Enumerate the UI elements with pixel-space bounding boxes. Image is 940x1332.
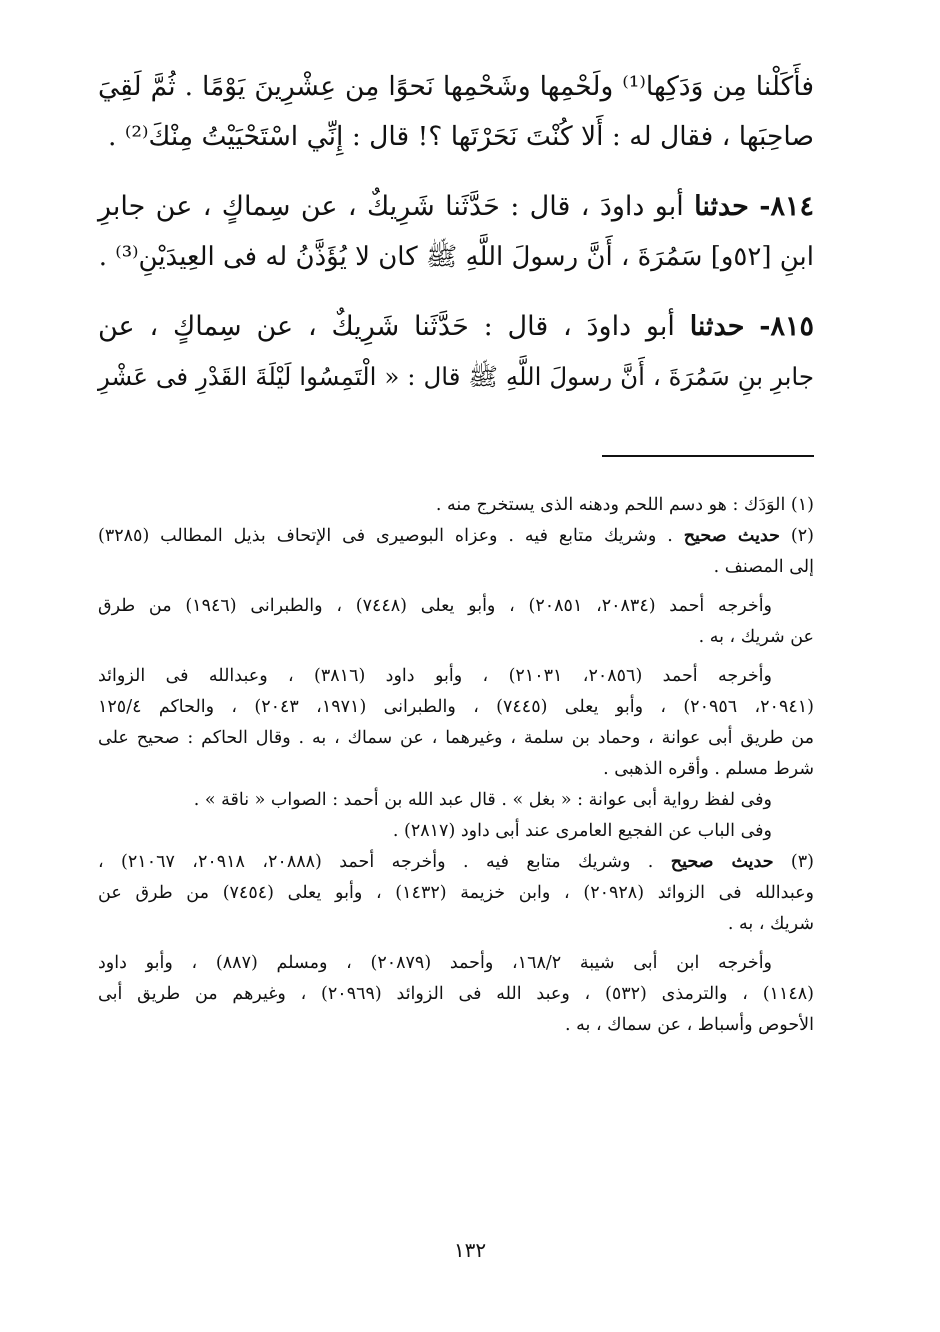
- footnote-marker: (٣): [790, 852, 814, 872]
- footnote-line: (١١٤٨) ، والترمذى (٥٣٢) ، وعبد الله فى الزوائد (٢٠٩٦٩) ، وغيرهم من طريق أبى: [98, 984, 814, 1004]
- footnote-line: وفى لفظ رواية أبى عوانة : « بغل » . قال عبد الله بن أحمد : الصواب « ناقة » .: [193, 790, 772, 810]
- hadith-number: ٨١٤-: [759, 191, 814, 222]
- footnote-1: (١) الوَدَك : هو دسم اللحم ودهنه الذى يستخرج منه .: [435, 495, 814, 515]
- hadith-814-line-2: ابنِ [٥٢و] سَمُرَةَ ، أَنَّ رسولَ اللَّهِ ﷺ كان لا يُؤَذَّنُ له فى العِيدَيْنِ⁽³⁾ .: [98, 242, 814, 272]
- footnote-line: (٢٠٩٤١، ٢٠٩٥٦) ، وأبو يعلى (٧٤٤٥) ، والطبرانى (١٩٧١، ٢٠٤٣) ، والحاكم ١٢٥/٤: [98, 697, 814, 717]
- footnote-line: شريك ، به .: [727, 914, 814, 934]
- footnote-2-line-1: [98, 521, 814, 552]
- hadith-opening: حدثنا: [689, 311, 745, 342]
- text-line: فأَكَلْنا مِن وَدَكِها⁽¹⁾ ولَحْمِها وشَحْمِها نَحوًا مِن عِشْرِينَ يَوْمًا . ثُمَّ لَقِيَ: [98, 71, 814, 102]
- footnote-3-line-1: [98, 847, 814, 878]
- hadith-815-line-1: [98, 302, 814, 352]
- footnote-line: وعبدالله فى الزوائد (٢٠٩٢٨) ، وابن خزيمة (١٤٣٢) ، وأبو يعلى (٧٤٥٤) من طرق عن: [98, 883, 814, 903]
- hadith-opening: حدثنا: [694, 191, 749, 222]
- main-text: [98, 62, 814, 402]
- footnote-line: وفى الباب عن الفجيع العامرى عند أبى داود (٢٨١٧) .: [392, 821, 772, 841]
- footnote-marker: (٢): [790, 526, 814, 546]
- grading-label: حديث صحيح: [683, 526, 780, 546]
- footnote-line: وأخرجه أحمد (٢٠٨٣٤، ٢٠٨٥١) ، وأبو يعلى (٧٤٤٨) ، والطبرانى (١٩٤٦) من طرق: [98, 596, 773, 616]
- text-segment: أبو داودَ ، قال : حَدَّثَنا شَرِيكٌ ، عن سِماكٍ ، عن: [98, 311, 675, 342]
- footnote-line: وأخرجه أحمد (٢٠٨٥٦، ٢١٠٣١) ، وأبو داود (٣٨١٦) ، وعبدالله فى الزوائد: [98, 666, 772, 686]
- footnotes: [98, 490, 814, 1041]
- hadith-815-line-2: جابرِ بنِ سَمُرَةَ ، أَنَّ رسولَ اللَّهِ ﷺ قال : « الْتَمِسُوا لَيْلَةَ القَدْرِ فى عَشْرِ: [98, 362, 814, 391]
- footnote-line: عن شريك ، به .: [698, 627, 814, 647]
- footnote-line: إلى المصنف .: [713, 557, 814, 577]
- grading-label: حديث صحيح: [670, 852, 774, 872]
- text-segment: . وشريك متابع فيه . وأخرجه أحمد (٢٠٨٨٨، ٢٠٩١٨، ٢١٠٦٧) ،: [98, 852, 654, 872]
- hadith-number: ٨١٥-: [759, 311, 814, 342]
- hadith-814-line-1: [98, 182, 814, 232]
- footnote-line: من طريق أبى عوانة ، وحماد بن سلمة ، وغيرهما ، عن سماك ، به . وقال الحاكم : صحيح على: [98, 728, 814, 748]
- text-segment: أبو داودَ ، قال : حَدَّثَنا شَرِيكٌ ، عن سِماكٍ ، عن جابرِ: [98, 191, 684, 222]
- footnote-line: الأحوص وأسباط ، عن سماك ، به .: [565, 1015, 814, 1035]
- text-line: صاحِبَها ، فقال له : أَلا كُنْتَ نَحَرْتَها ؟! قال : إِنِّي اسْتَحْيَيْتُ مِنْكَ⁽²⁾ .: [108, 121, 814, 152]
- footnote-divider: [602, 455, 814, 457]
- footnote-line: وأخرجه ابن أبى شيبة ١٦٨/٢، وأحمد (٢٠٨٧٩) ، ومسلم (٨٨٧) ، وأبو داود: [98, 953, 773, 973]
- footnote-line: شرط مسلم . وأقره الذهبى .: [603, 759, 814, 779]
- text-segment: . وشريك متابع فيه . وعزاه البوصيرى فى الإتحاف بذيل المطالب (٣٢٨٥): [98, 526, 673, 546]
- page-number: ١٣٢: [453, 1238, 487, 1262]
